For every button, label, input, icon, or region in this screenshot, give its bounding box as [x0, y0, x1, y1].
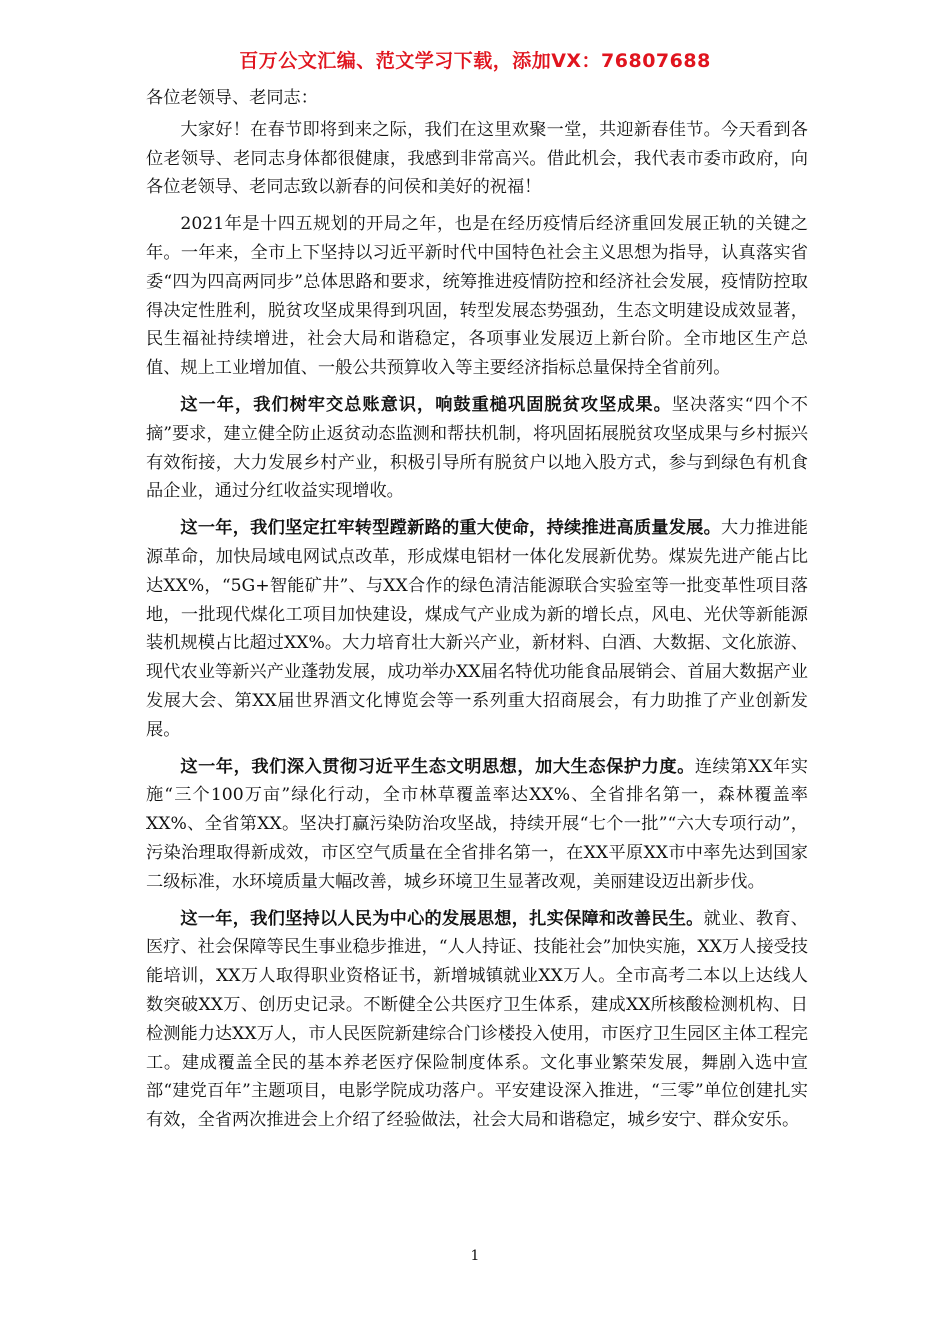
paragraph [146, 210, 808, 383]
paragraph-text: 连续第XX年实施“三个100万亩”绿化行动，全市林草覆盖率达XX%、全省排名第一，森林覆盖率XX%、全省第XX。坚决打赢污染防治攻坚战，持续开展“七个一批”“六大专项行动”，污染治理取得新成效，市区空气质量在全省排名第一，在XX平原XX市中率先达到国家二级标准，水环境质量大幅改善，城乡环境卫生显著改观，美丽建设迈出新步伐。 [146, 756, 808, 892]
paragraph-lead: 这一年，我们深入贯彻习近平生态文明思想，加大生态保护力度。 [180, 756, 695, 777]
paragraph-lead: 这一年，我们坚定扛牢转型蹚新路的重大使命，持续推进高质量发展。 [180, 518, 722, 539]
greeting: 各位老领导、老同志： [146, 88, 318, 108]
paragraph-text: 2021年是十四五规划的开局之年，也是在经历疫情后经济重回发展正轨的关键之年。一年来，全市上下坚持以习近平新时代中国特色社会主义思想为指导，认真落实省委“四为四高两同步”总体思路和要求，统筹推进疫情防控和经济社会发展，疫情防控取得决定性胜利，脱贫攻坚成果得到巩固，转型发展态势强劲，生态文明建设成效显著，民生福祉持续增进，社会大局和谐稳定，各项事业发展迈上新台阶。全市地区生产总值、规上工业增加值、一般公共预算收入等主要经济指标总量保持全省前列。 [146, 214, 808, 379]
paragraph [146, 116, 808, 202]
paragraph-lead: 这一年，我们坚持以人民为中心的发展思想，扎实保障和改善民生。 [180, 908, 704, 929]
paragraph-text: 就业、教育、医疗、社会保障等民生事业稳步推进，“人人持证、技能社会”加快实施，XX万人接受技能培训，XX万人取得职业资格证书，新增城镇就业XX万人。全市高考二本以上达线人数突破XX万、创历史记录。不断健全公共医疗卫生体系，建成XX所核酸检测机构、日检测能力达XX万人，市人民医院新建综合门诊楼投入使用，市医疗卫生园区主体工程完工。建成覆盖全民的基本养老医疗保险制度体系。文化事业繁荣发展，舞剧入选中宣部“建党百年”主题项目，电影学院成功落户。平安建设深入推进，“三零”单位创建扎实有效，全省两次推进会上介绍了经验做法，社会大局和谐稳定，城乡安宁、群众安乐。 [146, 908, 808, 1131]
paragraph-text: 坚决落实“四个不摘”要求，建立健全防止返贫动态监测和帮扶机制，将巩固拓展脱贫攻坚成果与乡村振兴有效衔接，大力发展乡村产业，积极引导所有脱贫户以地入股方式，参与到绿色有机食品企业，通过分红收益实现增收。 [146, 394, 808, 502]
header-banner: 百万公文汇编、范文学习下载，添加VX：76807688 [239, 50, 711, 72]
page-number: 1 [470, 1248, 480, 1264]
paragraph-lead: 这一年，我们树牢交总账意识，响鼓重槌巩固脱贫攻坚成果。 [180, 394, 672, 415]
paragraph [146, 905, 808, 1135]
paragraph [146, 753, 808, 897]
paragraph [146, 391, 808, 506]
paragraph-text: 大力推进能源革命，加快局域电网试点改革，形成煤电铝材一体化发展新优势。煤炭先进产能占比达XX%，“5G+智能矿井”、与XX合作的绿色清洁能源联合实验室等一批变革性项目落地，一批现代煤化工项目加快建设，煤成气产业成为新的增长点，风电、光伏等新能源装机规模占比超过XX%。大力培育壮大新兴产业，新材料、白酒、大数据、文化旅游、现代农业等新兴产业蓬勃发展，成功举办XX届名特优功能食品展销会、首届大数据产业发展大会、第XX届世界酒文化博览会等一系列重大招商展会，有力助推了产业创新发展。 [146, 518, 808, 740]
document-body [146, 84, 808, 1143]
paragraph [146, 514, 808, 744]
paragraph-text: 大家好！在春节即将到来之际，我们在这里欢聚一堂，共迎新春佳节。今天看到各位老领导、老同志身体都很健康，我感到非常高兴。借此机会，我代表市委市政府，向各位老领导、老同志致以新春的问侯和美好的祝福！ [146, 119, 808, 198]
